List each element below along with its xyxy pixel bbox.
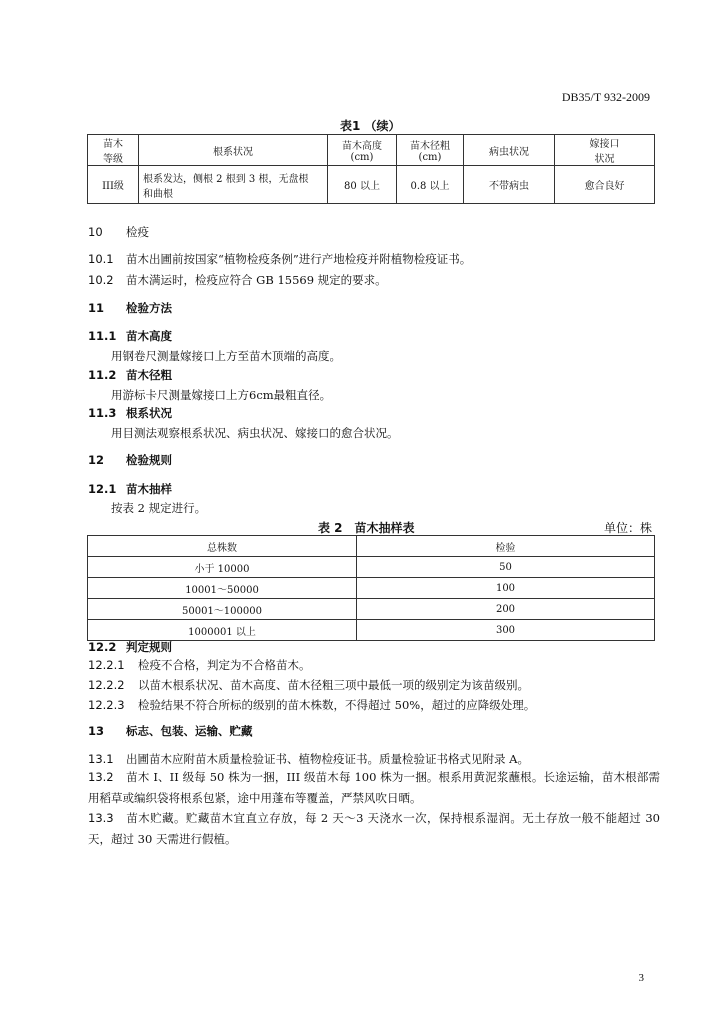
table1-header-diameter: 苗木径粗 (cm) <box>397 135 464 166</box>
section-11-heading: 11 检验方法 <box>88 301 172 315</box>
table-row: 小于 10000 50 <box>88 557 655 578</box>
clause-13-1: 13.1 出圃苗木应附苗木质量检验证书、植物检疫证书。质量检验证书格式见附录 A。 <box>88 752 529 766</box>
table2 <box>87 535 655 641</box>
table1 <box>87 134 655 204</box>
clause-12-2-3: 12.2.3 检验结果不符合所标的级别的苗木株数，不得超过 50%，超过的应降级处理。 <box>88 698 536 712</box>
table-row: 10001～50000 100 <box>88 578 655 599</box>
table1-header-graft: 嫁接口 状况 <box>555 135 655 166</box>
table1-cell-diameter: 0.8 以上 <box>397 166 464 204</box>
clause-11-3-text: 用目测法观察根系状况、病虫状况、嫁接口的愈合状况。 <box>111 426 399 440</box>
table-row: 50001～100000 200 <box>88 599 655 620</box>
clause-13-3: 13.3 苗木贮藏。贮藏苗木宜直立存放，每 2 天～3 天浇水一次，保持根系湿润。无土存放一般不能超过 30 天，超过 30 天需进行假植。 <box>88 811 660 846</box>
clause-10-2: 10.2 苗木满运时，检疫应符合 GB 15569 规定的要求。 <box>88 273 387 287</box>
table1-cell-height: 80 以上 <box>328 166 397 204</box>
table1-cell-root: 根系发达，侧根 2 根到 3 根，无盘根 和曲根 <box>139 166 328 204</box>
table1-header-height: 苗木高度 (cm) <box>328 135 397 166</box>
clause-12-2-1: 12.2.1 检疫不合格，判定为不合格苗木。 <box>88 658 311 672</box>
clause-10-1: 10.1 苗木出圃前按国家“植物检疫条例”进行产地检疫并附植物检疫证书。 <box>88 252 472 266</box>
page-number: 3 <box>638 972 644 984</box>
section-12-heading: 12 检验规则 <box>88 453 172 467</box>
table-row: 1000001 以上 300 <box>88 620 655 641</box>
table1-cell-grade: III级 <box>88 166 139 204</box>
document-number: DB35/T 932-2009 <box>561 90 650 104</box>
table1-header-root: 根系状况 <box>139 135 328 166</box>
table2-header-total: 总株数 <box>88 536 357 557</box>
clause-11-3-title: 11.3 根系状况 <box>88 406 172 420</box>
clause-11-2-title: 11.2 苗木径粗 <box>88 368 172 382</box>
clause-12-2-title: 12.2 判定规则 <box>88 640 172 654</box>
section-13-heading: 13 标志、包装、运输、贮藏 <box>88 724 253 738</box>
table2-caption: 表 2 苗木抽样表 <box>318 521 415 535</box>
table1-caption: 表1 （续） <box>340 119 401 133</box>
section-10-heading: 10 检疫 <box>88 225 149 239</box>
clause-12-1-title: 12.1 苗木抽样 <box>88 482 172 496</box>
table1-cell-disease: 不带病虫 <box>464 166 555 204</box>
table1-header-disease: 病虫状况 <box>464 135 555 166</box>
table2-unit: 单位：株 <box>603 521 652 535</box>
table1-header-grade: 苗木 等级 <box>88 135 139 166</box>
clause-11-1-title: 11.1 苗木高度 <box>88 329 172 343</box>
clause-12-1-text: 按表 2 规定进行。 <box>111 501 207 515</box>
table1-cell-graft: 愈合良好 <box>555 166 655 204</box>
clause-13-2: 13.2 苗木 I、II 级每 50 株为一捆，III 级苗木每 100 株为一捆。根系用黄泥浆蘸根。长途运输，苗木根部需用稻草或编织袋将根系包紧，途中用蓬布等覆盖，严禁风吹日晒。 <box>88 770 660 805</box>
clause-12-2-2: 12.2.2 以苗木根系状况、苗木高度、苗木径粗三项中最低一项的级别定为该苗级别。 <box>88 678 529 692</box>
clause-11-1-text: 用钢卷尺测量嫁接口上方至苗木顶端的高度。 <box>111 349 341 363</box>
clause-11-2-text: 用游标卡尺测量嫁接口上方6cm最粗直径。 <box>111 388 332 402</box>
table2-header-sample: 检验 <box>357 536 655 557</box>
